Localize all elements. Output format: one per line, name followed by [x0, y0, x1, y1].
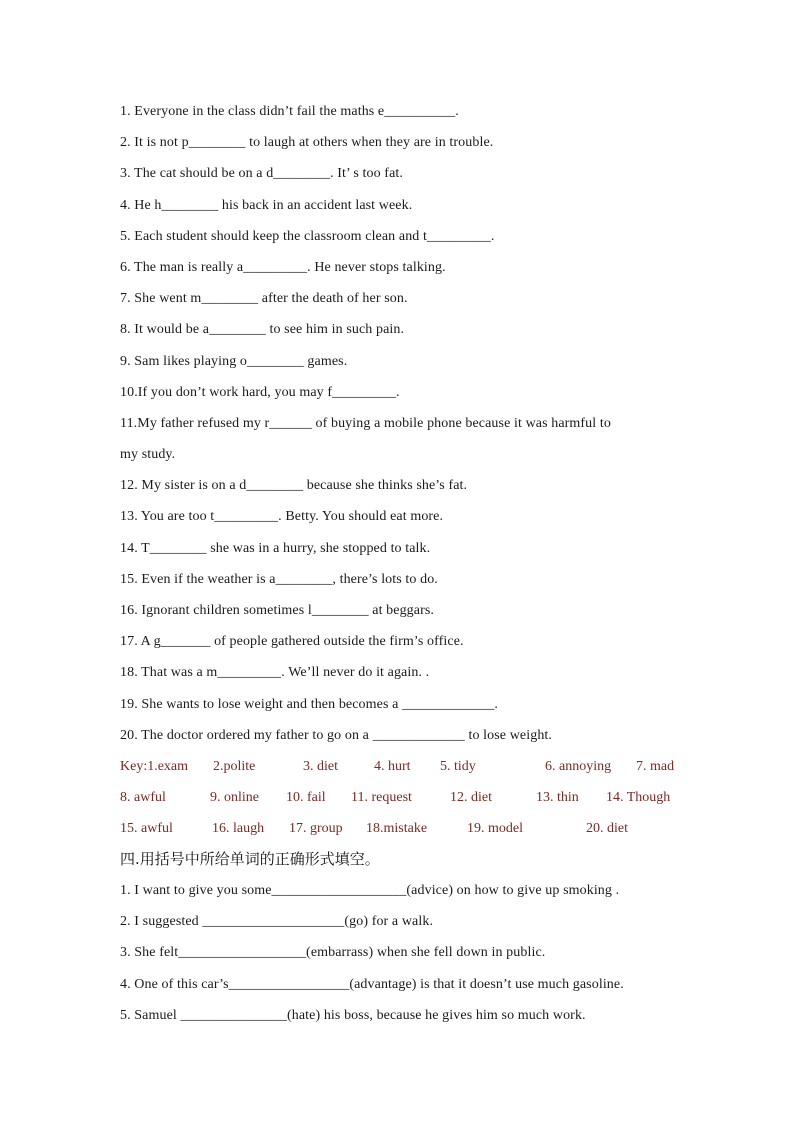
exercise-line-19: 19. She wants to lose weight and then becomes a _____________.: [120, 696, 498, 712]
exercise-line-9: 9. Sam likes playing o________ games.: [120, 353, 348, 369]
section-four-item-5: 5. Samuel _______________(hate) his boss, because he gives him so much work.: [120, 1007, 586, 1023]
exercise-line-13: 13. You are too t_________. Betty. You should eat more.: [120, 509, 444, 525]
answer-key-row-2: [120, 782, 680, 813]
exercise-line-18: 18. That was a m_________. We’ll never do it again. .: [120, 665, 430, 681]
exercise-line-1: 1. Everyone in the class didn’t fail the maths e__________.: [120, 104, 459, 119]
exercise-line-11: 11.My father refused my r______ of buying a mobile phone because it was harmful to: [120, 415, 611, 431]
answer-key-item: 11. request: [351, 789, 412, 805]
exercise-line-12: 12. My sister is on a d________ because she thinks she’s fat.: [120, 478, 468, 494]
answer-key-item: 13. thin: [536, 789, 579, 805]
answer-key-item: 6. annoying: [545, 758, 612, 774]
answer-key-item: 15. awful: [120, 820, 173, 836]
exercise-line-15: 15. Even if the weather is a________, there’s lots to do.: [120, 571, 438, 587]
exercise-line-4: 4. He h________ his back in an accident last week.: [120, 197, 413, 213]
answer-key-item: 4. hurt: [374, 758, 411, 774]
answer-key-item: 9. online: [210, 789, 259, 805]
exercise-line-2: 2. It is not p________ to laugh at others when they are in trouble.: [120, 135, 494, 151]
worksheet-page: [120, 96, 680, 1031]
exercise-line-20: 20. The doctor ordered my father to go on a _____________ to lose weight.: [120, 727, 553, 743]
answer-key-item: 10. fail: [286, 789, 326, 805]
answer-key-item: 12. diet: [450, 789, 492, 805]
section-four-item-2: 2. I suggested ____________________(go) for a walk.: [120, 914, 434, 930]
exercise-list: [120, 96, 680, 751]
answer-key-item: 3. diet: [303, 758, 338, 774]
section-four-heading: 四.用括号中所给单词的正确形式填空。: [120, 849, 380, 868]
exercise-line-14: 14. T________ she was in a hurry, she stopped to talk.: [120, 540, 431, 556]
exercise-line-6: 6. The man is really a_________. He never stops talking.: [120, 259, 446, 275]
exercise-line-3: 3. The cat should be on a d________. It’ s too fat.: [120, 166, 403, 182]
exercise-line-10: 10.If you don’t work hard, you may f_________.: [120, 384, 400, 400]
section-four-item-4: 4. One of this car’s_________________(advantage) is that it doesn’t use much gasoline.: [120, 976, 624, 992]
exercise-line-17: 17. A g_______ of people gathered outside the firm’s office.: [120, 634, 464, 650]
section-four-item-1: 1. I want to give you some___________________(advice) on how to give up smoking .: [120, 882, 620, 898]
answer-key-item: 14. Though: [606, 789, 671, 805]
section-four-list: [120, 875, 680, 1031]
exercise-line-16: 16. Ignorant children sometimes l________ at beggars.: [120, 603, 435, 618]
answer-key-row-3: [120, 813, 680, 844]
answer-key-item: 17. group: [289, 820, 343, 836]
exercise-line-7: 7. She went m________ after the death of her son.: [120, 291, 408, 307]
answer-key-item: 2.polite: [213, 758, 256, 774]
section-four-item-3: 3. She felt__________________(embarrass) when she fell down in public.: [120, 945, 546, 961]
answer-key-item: 16. laugh: [212, 820, 265, 836]
exercise-line-11-continued: my study.: [120, 447, 176, 463]
answer-key: [120, 751, 680, 844]
answer-key-item: 7. mad: [636, 758, 675, 774]
exercise-line-8: 8. It would be a________ to see him in such pain.: [120, 322, 405, 338]
answer-key-row-1: [120, 751, 680, 782]
answer-key-item: Key:1.exam: [120, 758, 189, 774]
answer-key-item: 5. tidy: [440, 758, 476, 774]
exercise-line-5: 5. Each student should keep the classroom clean and t_________.: [120, 228, 495, 244]
answer-key-item: 20. diet: [586, 820, 628, 836]
answer-key-item: 18.mistake: [366, 820, 428, 836]
answer-key-item: 8. awful: [120, 789, 166, 805]
answer-key-item: 19. model: [467, 820, 523, 836]
